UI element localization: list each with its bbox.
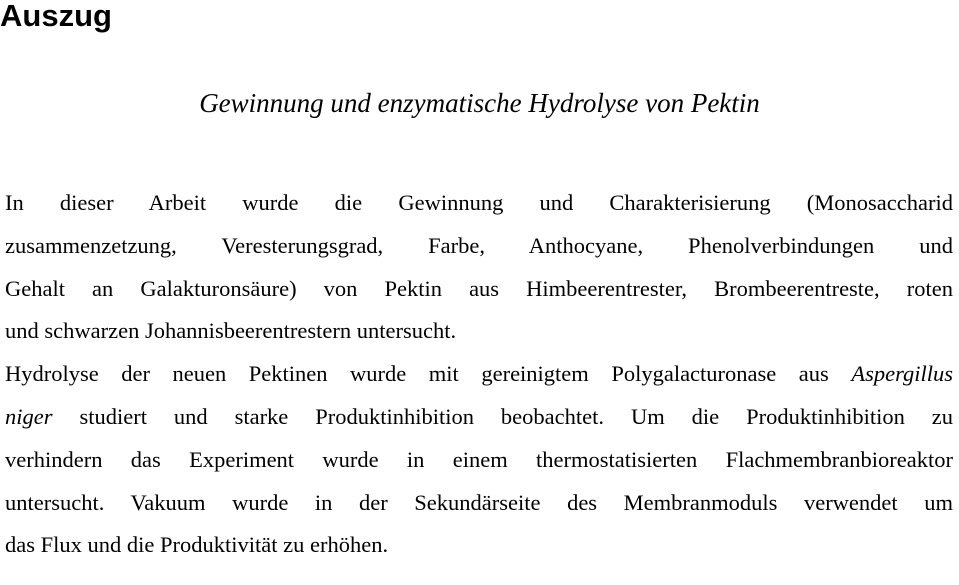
paragraph-line-5 bbox=[5, 353, 953, 396]
species-epithet: niger bbox=[5, 403, 53, 429]
paragraph-line-4: und schwarzen Johannisbeerentrestern untersucht. bbox=[5, 318, 457, 344]
paragraph-line-8: untersucht. Vakuum wurde in der Sekundärseite des Membranmoduls verwendet um bbox=[5, 489, 953, 515]
species-genus: Aspergillus bbox=[851, 361, 953, 387]
paragraph-line-7: verhindern das Experiment wurde in einem thermostatisierten Flachmembranbioreaktor bbox=[5, 446, 953, 472]
paragraph-line-6 bbox=[5, 396, 953, 439]
document-title: Gewinnung und enzymatische Hydrolyse von Pektin bbox=[199, 88, 760, 118]
paragraph-line-9: das Flux und die Produktivität zu erhöhen. bbox=[5, 532, 389, 558]
paragraph-line-1: In dieser Arbeit wurde die Gewinnung und Charakterisierung (Monosaccharid bbox=[5, 190, 953, 215]
paragraph-line-2: zusammenzetzung, Veresterungsgrad, Farbe, Anthocyane, Phenolverbindungen und bbox=[5, 232, 953, 258]
paragraph-line-5-text: Hydrolyse der neuen Pektinen wurde mit gereinigtem Polygalacturonase aus bbox=[5, 361, 829, 387]
paragraph-line-6-text: studiert und starke Produktinhibition beobachtet. Um die Produktinhibition zu bbox=[79, 403, 954, 429]
paragraph-line-3: Gehalt an Galakturonsäure) von Pektin aus Himbeerentrester, Brombeerentreste, roten bbox=[5, 275, 953, 301]
section-heading: Auszug bbox=[0, 0, 112, 33]
abstract-paragraph bbox=[5, 182, 953, 567]
